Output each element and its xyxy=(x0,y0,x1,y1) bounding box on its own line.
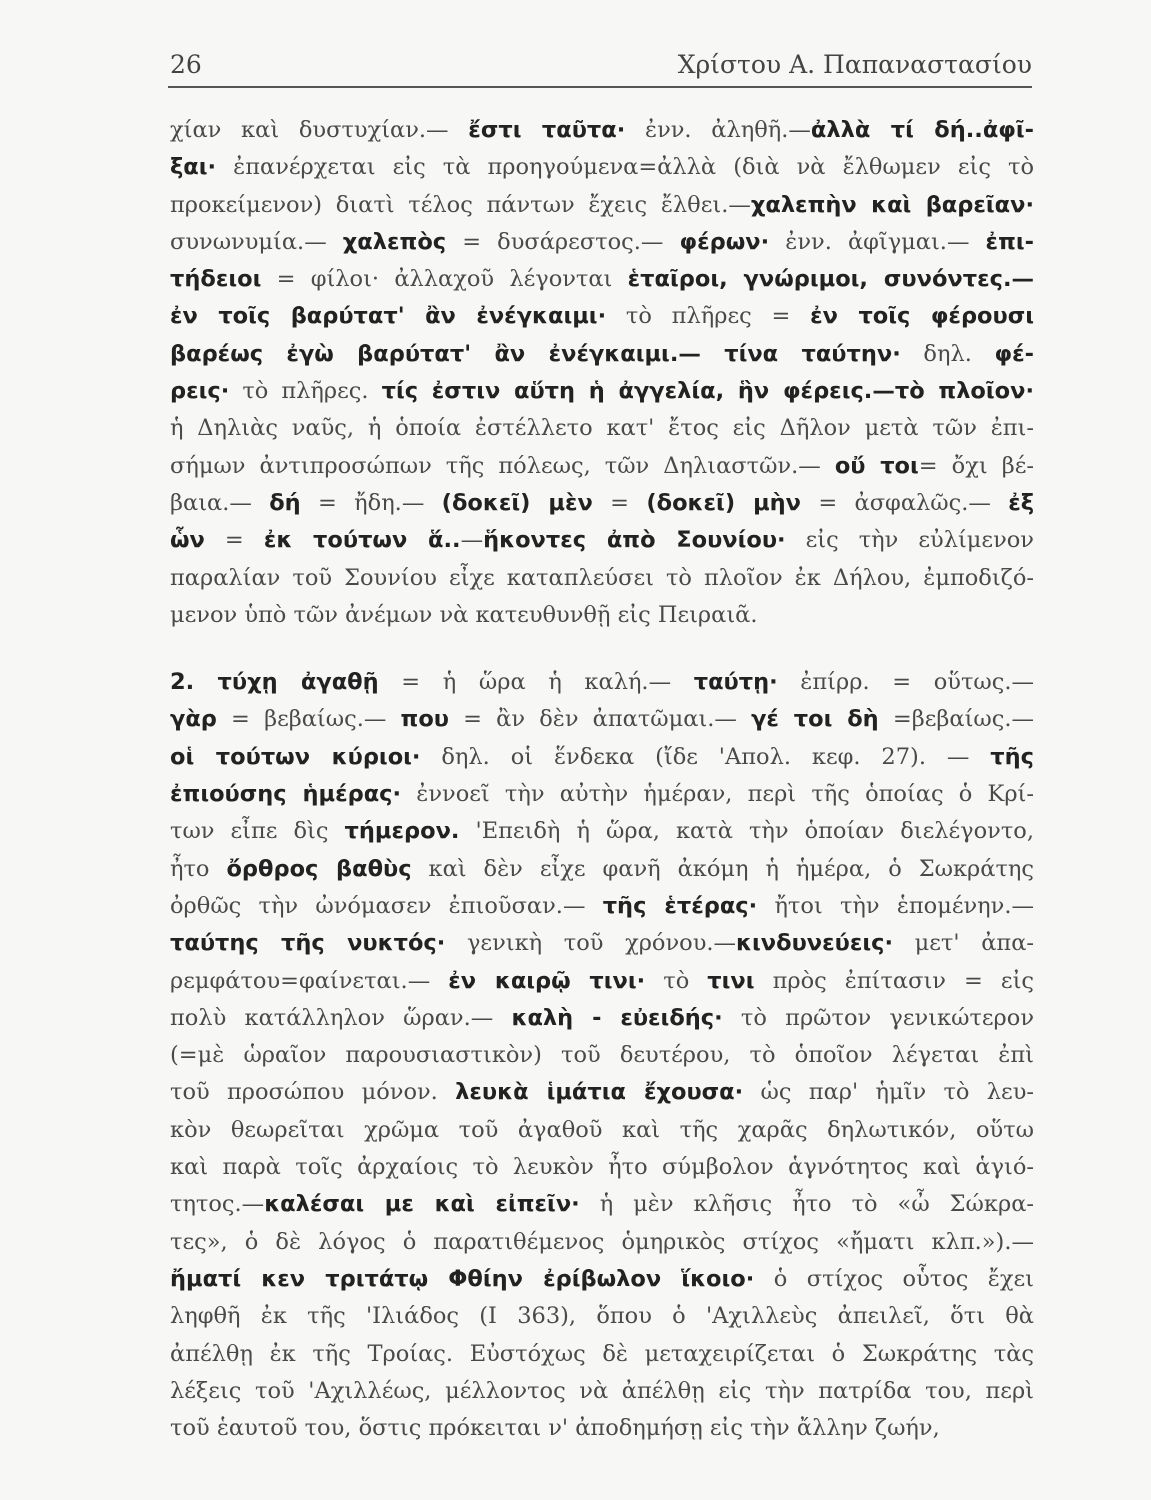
text-line xyxy=(170,851,1034,888)
lemma-term: λευκὰ ἱμάτια ἔχουσα· xyxy=(455,1079,744,1106)
text-line xyxy=(170,597,1034,634)
text-line xyxy=(170,1336,1034,1373)
text-line xyxy=(170,664,1034,701)
lemma-term: τινι xyxy=(707,967,755,994)
gloss-text: τὸ πρῶτον γενικώτερον xyxy=(722,1004,1034,1031)
gloss-text: καὶ δὲν εἶχε φανῆ ἀκόμη ἡ ἡμέρα, ὁ Σωκράτης xyxy=(411,855,1034,882)
text-line xyxy=(170,1112,1034,1149)
text-line xyxy=(170,560,1034,597)
gloss-text: ὀρθῶς τὴν ὠνόμασεν ἐπιοῦσαν.— xyxy=(170,892,603,919)
text-line xyxy=(170,149,1034,186)
gloss-text: χίαν καὶ δυστυχίαν.— xyxy=(170,117,469,143)
text-line xyxy=(170,776,1034,813)
gloss-text: βαια.— xyxy=(170,489,270,516)
gloss-text: τὸ πλῆρες. xyxy=(229,378,382,405)
lemma-term: οὔ τοι xyxy=(834,452,919,479)
lemma-term: ἀλλὰ τί δή..ἀφῖ- xyxy=(810,117,1034,143)
lemma-term: ἐκ τούτων ἅ.. xyxy=(263,527,461,554)
gloss-text: προκείμενον) διατὶ τέλος πάντων ἔχεις ἔλθει.— xyxy=(170,191,751,218)
gloss-text: τὸ πλῆρες = xyxy=(606,303,811,330)
text-line xyxy=(170,1410,1034,1447)
gloss-text: τοῦ ἑαυτοῦ του, ὅστις πρόκειται ν' ἀποδημήσῃ εἰς τὴν ἄλλην ζωήν, xyxy=(170,1415,940,1442)
lemma-term: ἐξ xyxy=(1008,489,1034,516)
gloss-text: = ἂν δὲν ἀπατῶμαι.— xyxy=(448,706,752,733)
gloss-text: κὸν θεωρεῖται χρῶμα τοῦ ἀγαθοῦ καὶ τῆς χαρᾶς δηλωτικόν, οὕτω xyxy=(170,1116,1034,1143)
text-line xyxy=(170,298,1034,335)
text-line xyxy=(170,261,1034,298)
lemma-term: καλέσαι με καὶ εἰπεῖν· xyxy=(264,1191,580,1218)
lemma-term: ταύτῃ· xyxy=(693,669,778,696)
gloss-text: = δυσάρεστος.— xyxy=(446,228,680,255)
text-line xyxy=(170,1000,1034,1037)
lemma-term: ἐν τοῖς φέρουσι xyxy=(810,303,1034,330)
gloss-text: ἡ μὲν κλῆσις ἦτο τὸ «ὦ Σώκρα- xyxy=(579,1191,1034,1218)
lemma-term: ἐπιούσης ἡμέρας· xyxy=(170,781,402,808)
gloss-text: τες», ὁ δὲ λόγος ὁ παρατιθέμενος ὁμηρικὸς στίχος «ἤματι κλπ.»).— xyxy=(170,1228,1034,1255)
gloss-text: καὶ παρὰ τοῖς ἀρχαίοις τὸ λευκὸν ἦτο σύμβολον ἁγνότητος καὶ ἁγιό- xyxy=(170,1154,1034,1181)
gloss-text: ἦτο xyxy=(170,855,227,882)
text-line xyxy=(170,1037,1034,1074)
lemma-term: ἐν καιρῷ τινι· xyxy=(448,967,646,994)
lemma-term: χαλεπὸς xyxy=(342,228,447,255)
text-line xyxy=(170,888,1034,925)
text-line xyxy=(170,522,1034,559)
gloss-text: = ἤδη.— xyxy=(300,489,442,516)
text-line xyxy=(170,1074,1034,1111)
commentary-text xyxy=(170,112,1034,1447)
gloss-text: των εἶπε δὶς xyxy=(170,818,345,845)
lemma-term: ξαι· xyxy=(170,154,217,181)
text-line xyxy=(170,963,1034,1000)
text-line xyxy=(170,925,1034,962)
lemma-term: τῆς ἑτέρας· xyxy=(602,892,758,919)
gloss-text: = xyxy=(592,489,647,516)
lemma-term: ὄρθρος βαθὺς xyxy=(226,855,412,882)
gloss-text: = ὄχι βέ- xyxy=(918,452,1034,479)
text-line xyxy=(170,1298,1034,1335)
gloss-text: παραλίαν τοῦ Σουνίου εἶχε καταπλεύσει τὸ πλοῖον ἐκ Δήλου, ἐμποδιζό- xyxy=(170,564,1034,591)
text-line xyxy=(170,224,1034,261)
gloss-text: ἐνν. ἀληθῆ.— xyxy=(625,117,811,143)
page-number: 26 xyxy=(170,50,202,79)
gloss-text: ὁ στίχος οὗτος ἔχει xyxy=(754,1265,1034,1292)
gloss-text: =βεβαίως.— xyxy=(878,706,1034,733)
text-line xyxy=(170,410,1034,447)
lemma-term: φέρων· xyxy=(679,228,770,255)
text-line xyxy=(170,1261,1034,1298)
lemma-term: ταύτης τῆς νυκτός· xyxy=(170,930,446,957)
gloss-text: τὸ xyxy=(645,967,708,994)
text-line xyxy=(170,336,1034,373)
text-line xyxy=(170,1373,1034,1410)
lemma-term: τήμερον. xyxy=(344,818,460,845)
lemma-term: (δοκεῖ) μὲν xyxy=(441,489,593,516)
text-line xyxy=(170,813,1034,850)
gloss-text: δηλ. xyxy=(900,340,995,367)
gloss-text: μενον ὑπὸ τῶν ἀνέμων νὰ κατευθυνθῇ εἰς Πειραιᾶ. xyxy=(170,601,758,628)
gloss-text: ἐπίρρ. = οὕτως.— xyxy=(777,669,1034,696)
text-line xyxy=(170,1186,1034,1223)
lemma-term: βαρέως ἐγὼ βαρύτατ' ἂν ἐνέγκαιμι.— τίνα ταύτην· xyxy=(170,340,901,367)
lemma-term: δή xyxy=(269,489,301,516)
gloss-text: σήμων ἀντιπροσώπων τῆς πόλεως, τῶν Δηλιαστῶν.— xyxy=(170,452,835,479)
gloss-text: πολὺ κατάλληλον ὥραν.— xyxy=(170,1004,512,1031)
lemma-term: τῆς xyxy=(990,743,1034,770)
running-header xyxy=(170,50,1032,79)
lemma-term: ἐν τοῖς βαρύτατ' ἂν ἐνέγκαιμι· xyxy=(170,303,607,330)
gloss-text: = ἀσφαλῶς.— xyxy=(801,489,1009,516)
paragraph xyxy=(170,112,1034,634)
gloss-text: = φίλοι· ἀλλαχοῦ λέγονται xyxy=(261,266,628,293)
lemma-term: ἔστι ταῦτα· xyxy=(468,117,626,143)
gloss-text: ἐπανέρχεται εἰς τὰ προηγούμενα=ἀλλὰ (διὰ νὰ ἔλθωμεν εἰς τὸ xyxy=(216,154,1034,181)
gloss-text: εἰς τὴν εὐλίμενον xyxy=(785,527,1034,554)
gloss-text: ἐννοεῖ τὴν αὐτὴν ἡμέραν, περὶ τῆς ὁποίας ὁ Κρί- xyxy=(401,781,1034,808)
gloss-text: ἐνν. ἀφῖγμαι.— xyxy=(769,228,986,255)
lemma-term: φέ- xyxy=(994,340,1034,367)
gloss-text: ὡς παρ' ἡμῖν τὸ λευ- xyxy=(743,1079,1034,1106)
lemma-term: χαλεπὴν καὶ βαρεῖαν· xyxy=(750,191,1034,218)
lemma-term: 2. τύχῃ ἀγαθῇ xyxy=(170,669,379,696)
text-line xyxy=(170,373,1034,410)
gloss-text: τητος.— xyxy=(170,1191,265,1218)
lemma-term: ρεις· xyxy=(170,378,230,405)
gloss-text: ρεμφάτου=φαίνεται.— xyxy=(170,967,449,994)
gloss-text: ληφθῆ ἐκ τῆς 'Ιλιάδος (Ι 363), ὅπου ὁ 'Αχιλλεὺς ἀπειλεῖ, ὅτι θὰ xyxy=(170,1303,1034,1330)
paragraph xyxy=(170,664,1034,1447)
text-line xyxy=(170,701,1034,738)
lemma-term: τήδειοι xyxy=(170,266,262,293)
author-name: Χρίστου Α. Παπαναστασίου xyxy=(677,50,1032,79)
gloss-text: ἀπέλθῃ ἐκ τῆς Τροίας. Εὐστόχως δὲ μεταχειρίζεται ὁ Σωκράτης τὰς xyxy=(170,1340,1034,1367)
gloss-text: γενικὴ τοῦ χρόνου.— xyxy=(445,930,737,957)
lemma-term: ὧν xyxy=(170,527,205,554)
gloss-text: = ἡ ὥρα ἡ καλή.— xyxy=(378,669,694,696)
lemma-term: καλὴ - εὐειδής· xyxy=(511,1004,723,1031)
gloss-text: = βεβαίως.— xyxy=(216,706,401,733)
gloss-text: συνωνυμία.— xyxy=(170,228,343,255)
lemma-term: (δοκεῖ) μὴν xyxy=(646,489,802,516)
lemma-term: γέ τοι δὴ xyxy=(751,706,879,733)
text-line xyxy=(170,1149,1034,1186)
gloss-text: μετ' ἀπα- xyxy=(893,930,1034,957)
lemma-term: τίς ἐστιν αὕτη ἡ ἀγγελία, ἣν φέρεις.—τὸ πλοῖον· xyxy=(381,378,1034,405)
text-line xyxy=(170,739,1034,776)
gloss-text: = xyxy=(204,527,264,554)
text-line xyxy=(170,1224,1034,1261)
text-line xyxy=(170,448,1034,485)
lemma-term: ἐπι- xyxy=(985,228,1034,255)
lemma-term: οἱ τούτων κύριοι· xyxy=(170,743,421,770)
lemma-term: ἑταῖροι, γνώριμοι, συνόντες.— xyxy=(627,266,1034,293)
lemma-term: κινδυνεύεις· xyxy=(736,930,893,957)
header-rule xyxy=(168,86,1032,88)
lemma-term: που xyxy=(400,706,449,733)
gloss-text: λέξεις τοῦ 'Αχιλλέως, μέλλοντος νὰ ἀπέλθῃ εἰς τὴν πατρίδα του, περὶ xyxy=(170,1377,1034,1404)
paragraph-gap xyxy=(170,634,1034,664)
gloss-text: (=μὲ ὡραῖον παρουσιαστικὸν) τοῦ δευτέρου, τὸ ὁποῖον λέγεται ἐπὶ xyxy=(170,1042,1034,1069)
lemma-term: ἤματί κεν τριτάτῳ Φθίην ἐρίβωλον ἵκοιο· xyxy=(170,1265,755,1292)
gloss-text: 'Επειδὴ ἡ ὥρα, κατὰ τὴν ὁποίαν διελέγοντο, xyxy=(459,818,1034,845)
gloss-text: πρὸς ἐπίτασιν = εἰς xyxy=(754,967,1034,994)
text-line xyxy=(170,112,1034,149)
gloss-text: δηλ. οἱ ἕνδεκα (ἴδε 'Απολ. κεφ. 27). — xyxy=(420,743,991,770)
text-line xyxy=(170,485,1034,522)
gloss-text: — xyxy=(460,527,484,554)
lemma-term: ἥκοντες ἀπὸ Σουνίου· xyxy=(483,527,786,554)
gloss-text: τοῦ προσώπου μόνον. xyxy=(170,1079,456,1106)
lemma-term: γὰρ xyxy=(170,706,217,733)
gloss-text: ἤτοι τὴν ἑπομένην.— xyxy=(757,892,1034,919)
text-line xyxy=(170,187,1034,224)
gloss-text: ἡ Δηλιὰς ναῦς, ἡ ὁποία ἐστέλλετο κατ' ἔτος εἰς Δῆλον μετὰ τῶν ἐπι- xyxy=(170,415,1034,442)
